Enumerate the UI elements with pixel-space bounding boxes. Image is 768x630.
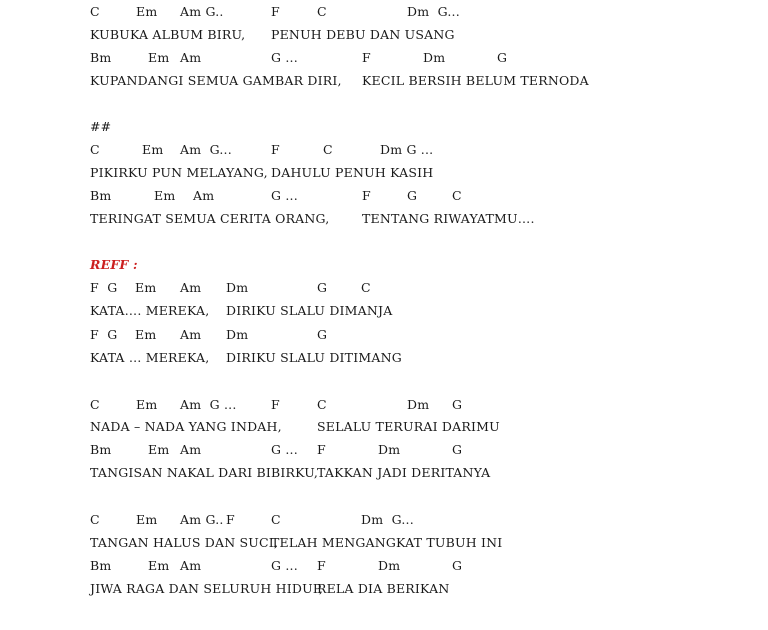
lyric-phrase: TERINGAT SEMUA CERITA ORANG, [90,211,330,226]
chord: Am G... [180,142,232,157]
chord: C [452,188,462,203]
chord: C [271,512,281,527]
chord: Dm G... [407,4,460,19]
chord: C [317,4,327,19]
lyric-phrase: PIKIRKU PUN MELAYANG, [90,165,268,180]
chord: G ... [271,442,298,457]
lyric-phrase: KUBUKA ALBUM BIRU, [90,27,246,42]
chord: Am [180,327,202,342]
chord: G [407,188,418,203]
lyric-phrase: PENUH DEBU DAN USANG [271,27,455,42]
chord: Bm [90,50,112,65]
lyric-phrase: DAHULU PENUH KASIH [271,165,434,180]
chord: Am G.. [180,512,224,527]
chord: F [271,142,280,157]
chord: F [317,442,326,457]
chord: C [90,397,100,412]
chord: Bm [90,558,112,573]
chord: G [452,558,463,573]
chord: F [226,512,235,527]
chord: Em [142,142,164,157]
chord: G ... [271,188,298,203]
chord: G [317,327,328,342]
chord: C [361,280,371,295]
reff-label: REFF : [90,257,138,272]
chord: Dm [226,327,249,342]
chord: Bm [90,442,112,457]
chord: Dm [378,442,401,457]
chord: G ... [271,50,298,65]
chord: F [271,397,280,412]
chord: G [497,50,508,65]
chord: Am G ... [180,397,237,412]
lyric-phrase: NADA – NADA YANG INDAH, [90,419,282,434]
chord: Am G.. [180,4,224,19]
chord: Em [148,442,170,457]
lyric-phrase: TENTANG RIWAYATMU…. [362,211,535,226]
lyric-phrase: DIRIKU SLALU DITIMANG [226,350,402,365]
section-marker: ## [90,119,112,134]
chord: Am [180,50,202,65]
chord: G [452,397,463,412]
chord: F [271,4,280,19]
chord: Dm G... [361,512,414,527]
lyric-phrase: JIWA RAGA DAN SELURUH HIDUP, [90,581,324,596]
chord: C [90,512,100,527]
chord: G ... [271,558,298,573]
chord: C [323,142,333,157]
chord: Bm [90,188,112,203]
chord: C [90,4,100,19]
lyric-phrase: DIRIKU SLALU DIMANJA [226,303,393,318]
chord: F G [90,327,118,342]
lyric-phrase: RELA DIA BERIKAN [317,581,450,596]
lyric-phrase: KECIL BERSIH BELUM TERNODA [362,73,589,88]
chord: Em [135,327,157,342]
chord: F [362,50,371,65]
chord: Em [148,558,170,573]
chord: Am [180,558,202,573]
lyric-phrase: TANGAN HALUS DAN SUCI, [90,535,279,550]
lyric-phrase: SELALU TERURAI DARIMU [317,419,500,434]
lyric-phrase: KATA … MEREKA, [90,350,210,365]
chord: Em [136,4,158,19]
chord: Dm G ... [380,142,434,157]
chord: C [90,142,100,157]
lyric-phrase: KATA…. MEREKA, [90,303,210,318]
chord: Em [135,280,157,295]
chord: C [317,397,327,412]
lyric-phrase: TELAH MENGANGKAT TUBUH INI [271,535,503,550]
chord: Dm [378,558,401,573]
chord: Dm [226,280,249,295]
chord: F G [90,280,118,295]
lyric-phrase: TAKKAN JADI DERITANYA [317,465,491,480]
lyric-phrase: TANGISAN NAKAL DARI BIBIRKU, [90,465,319,480]
chord: F [317,558,326,573]
chord: Em [154,188,176,203]
chord: G [452,442,463,457]
chord: Am [193,188,215,203]
chord: Em [148,50,170,65]
lyric-phrase: KUPANDANGI SEMUA GAMBAR DIRI, [90,73,342,88]
chord: Am [180,280,202,295]
chord: Em [136,512,158,527]
chord: Am [180,442,202,457]
chord: G [317,280,328,295]
chord: Dm [407,397,430,412]
chord: Em [136,397,158,412]
chord: F [362,188,371,203]
chord: Dm [423,50,446,65]
